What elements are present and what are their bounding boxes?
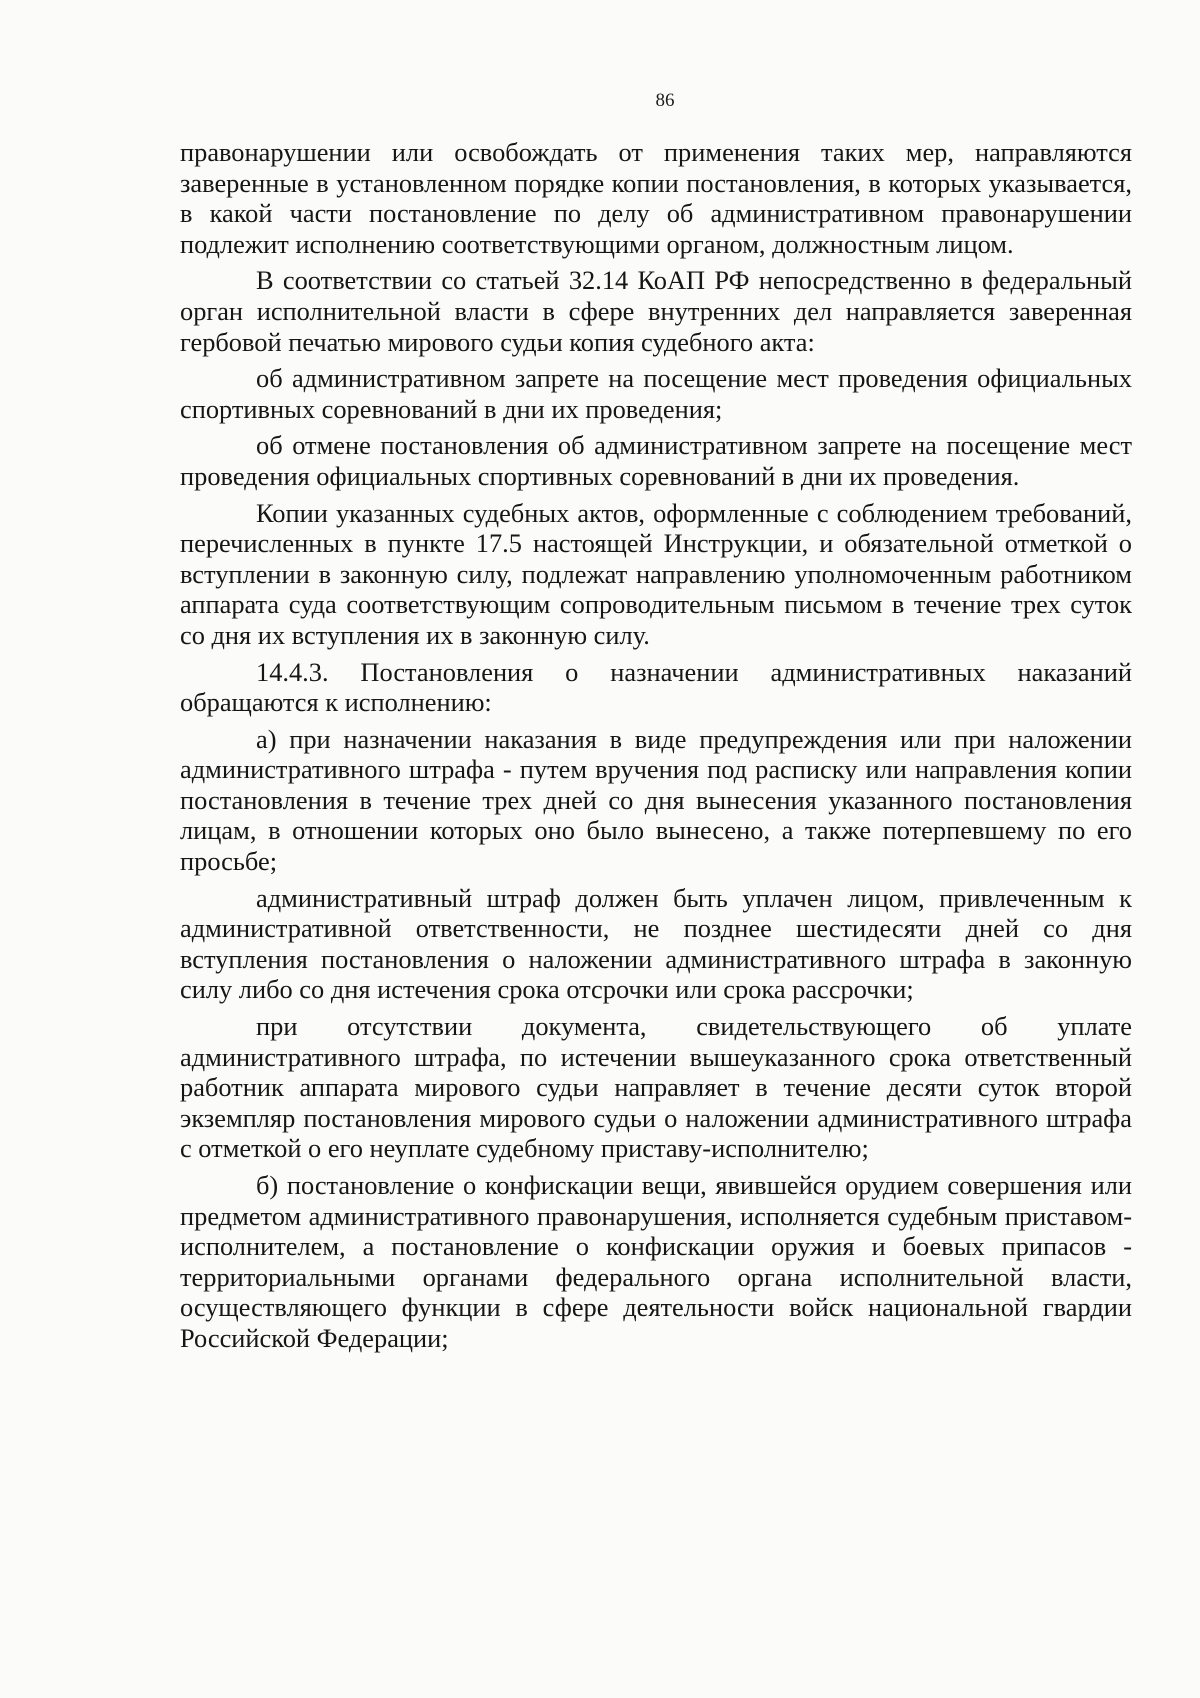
paragraph-koap-article: В соответствии со статьей 32.14 КоАП РФ непосредственно в федеральный орган исполнительной власти в сфере внутренних дел направляется заверенная гербовой печатью мирового судьи копия судебного акта:: [180, 265, 1132, 357]
paragraph-ban-cancel-item: об отмене постановления об административном запрете на посещение мест проведения официальных спортивных соревнований в дни их проведения.: [180, 430, 1132, 491]
paragraph-item-a: а) при назначении наказания в виде предупреждения или при наложении административного штрафа - путем вручения под расписку или направления копии постановления в течение трех дней со дня вынесения указанного постановления лицам, в отношении которых оно было вынесено, а также потерпевшему по его просьбе;: [180, 723, 1132, 877]
paragraph-ban-item: об административном запрете на посещение мест проведения официальных спортивных соревнований в дни их проведения;: [180, 363, 1132, 424]
document-body: [180, 137, 1132, 1360]
paragraph-continuation: правонарушении или освобождать от применения таких мер, направляются заверенные в установленном порядке копии постановления, в которых указывается, в какой части постановление по делу об административном правонарушении подлежит исполнению соответствующими органом, должностным лицом.: [180, 137, 1132, 259]
page-number: 86: [655, 90, 675, 111]
paragraph-no-payment: при отсутствии документа, свидетельствующего об уплате административного штрафа, по истечении вышеуказанного срока ответственный работник аппарата мирового судьи направляет в течение десяти суток второй экземпляр постановления мирового судьи о наложении административного штрафа с отметкой о его неуплате судебному приставу-исполнителю;: [180, 1011, 1132, 1164]
paragraph-item-b: б) постановление о конфискации вещи, явившейся орудием совершения или предметом административного правонарушения, исполняется судебным приставом-исполнителем, а постановление о конфискации оружия и боевых припасов - территориальными органами федерального органа исполнительной власти, осуществляющего функции в сфере деятельности войск национальной гвардии Российской Федерации;: [180, 1170, 1132, 1353]
paragraph-fine-payment: административный штраф должен быть уплачен лицом, привлеченным к административной ответственности, не позднее шестидесяти дней со дня вступления постановления о наложении административного штрафа в законную силу либо со дня истечения срока отсрочки или срока рассрочки;: [180, 882, 1132, 1005]
paragraph-section-14-4-3: 14.4.3. Постановления о назначении административных наказаний обращаются к исполнению:: [180, 656, 1132, 718]
paragraph-copies: Копии указанных судебных актов, оформленные с соблюдением требований, перечисленных в пункте 17.5 настоящей Инструкции, и обязательной отметкой о вступлении в законную силу, подлежат направлению уполномоченным работником аппарата суда соответствующим сопроводительным письмом в течение трех суток со дня их вступления их в законную силу.: [180, 497, 1132, 650]
